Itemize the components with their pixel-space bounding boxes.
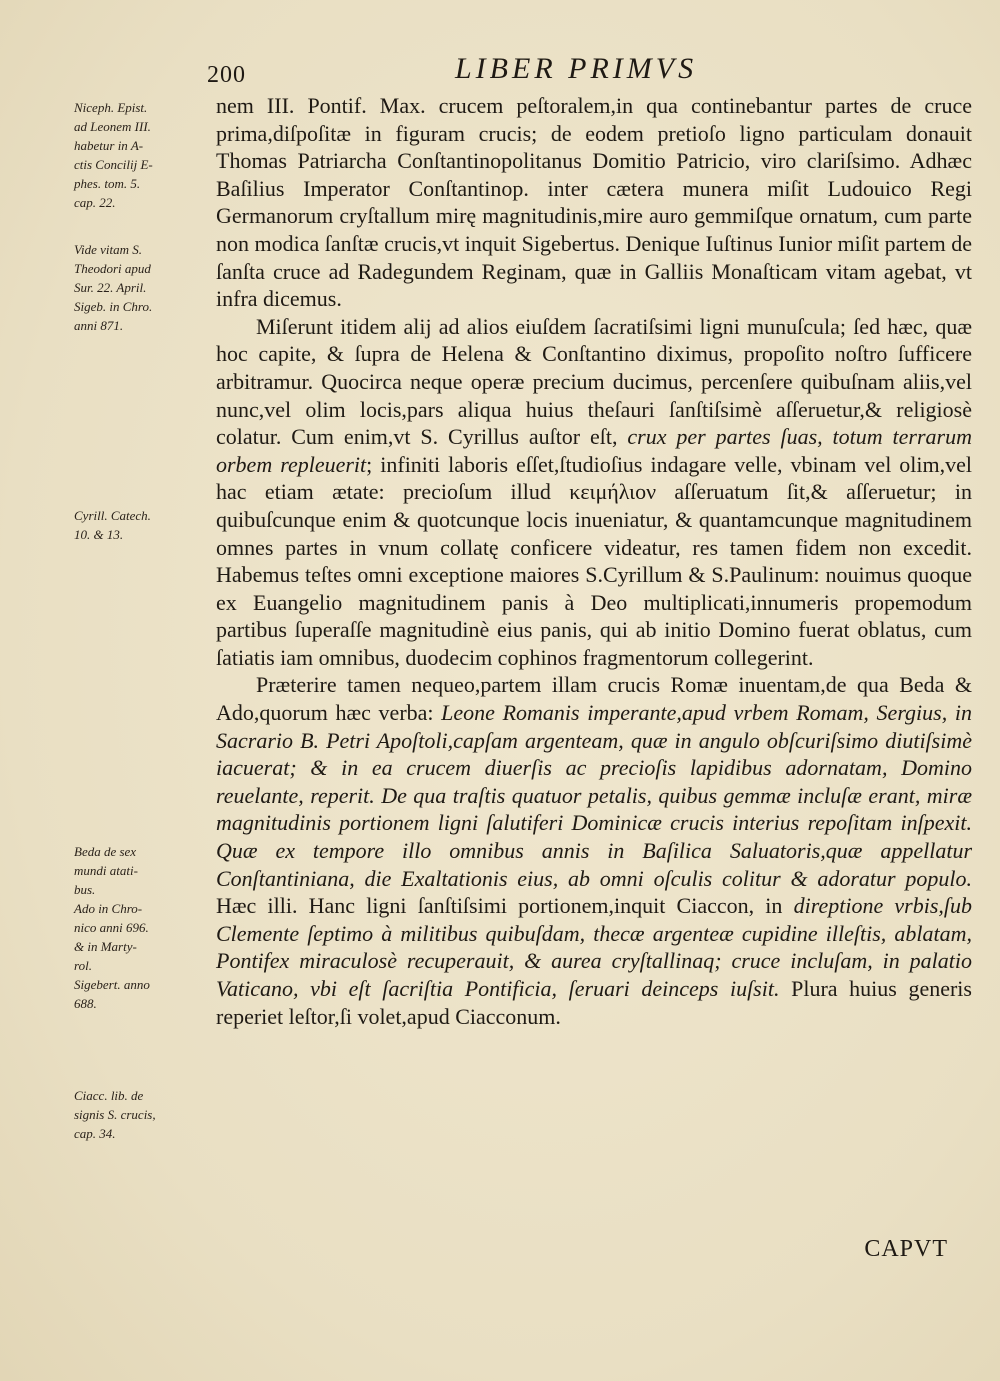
- margin-note-line: 10. & 13.: [74, 527, 124, 542]
- margin-note-line: bus.: [74, 882, 96, 897]
- margin-note-line: nico anni 696.: [74, 920, 149, 935]
- margin-note-line: cap. 34.: [74, 1126, 116, 1141]
- margin-note-line: Sigebert. anno: [74, 977, 150, 992]
- margin-note-line: Ado in Chro-: [74, 901, 143, 916]
- margin-note-ciacc: [74, 1086, 216, 1143]
- margin-note-beda: [74, 842, 216, 1013]
- margin-note-line: cap. 22.: [74, 195, 116, 210]
- margin-note-line: Vide vitam S.: [74, 242, 142, 257]
- margin-note-theodori: [74, 240, 216, 335]
- margin-note-line: Beda de sex: [74, 844, 137, 859]
- text-run: ; infiniti laboris eſſet,ſtudioſius indagare velle, vbinam vel olim,vel hac etiam ætate: precioſum illud κειμήλιον aſſeruatum ſit,& aſſeruetur; in quibuſcunque enim & quotcunque locis inueniatur, & quantamcunque magnitudinem omnes partes in vnum collatę conficere videatur, res tamen fidem non excedit. Habemus teſtes omni exceptione maiores S.Cyrillum & S.Paulinum: nouimus quoque ex Euangelio magnitudinem panis à Deo multiplicati,innumeris propemodum partibus ſuperaſſe magnitudinè eius panis, qui ab initio Domino fuerat oblatus, cum ſatiatis iam omnibus, duodecim cophinos fragmentorum collegerint.: [216, 451, 973, 670]
- margin-note-line: ad Leonem III.: [74, 119, 151, 134]
- running-title: LIBER PRIMVS: [455, 52, 698, 85]
- margin-note-line: ctis Concilij E-: [74, 157, 153, 172]
- margin-note-line: rol.: [74, 958, 92, 973]
- text-run: Hæc illi. Hanc ligni ſanſtiſsimi portionem,inquit Ciaccon, in: [216, 893, 794, 919]
- margin-note-line: mundi atati-: [74, 863, 138, 878]
- margin-note-line: phes. tom. 5.: [74, 176, 141, 191]
- main-text: [216, 92, 972, 1030]
- page-header: [0, 52, 1000, 92]
- text-run-italic: Leone Romanis imperante,apud vrbem Romam, Sergius, in Sacrario B. Petri Apoſtoli,capſam argenteam, quæ in angulo obſcuriſsimo diutiſsimè iacuerat; & in ea crucem diuerſis ac precioſis lapidibus adornatam, Domino reuelante, reperit. De qua traſtis quatuor petalis, quibus gemmæ incluſæ erant, miræ magnitudinis portionem ligni ſalutiferi Dominicæ crucis interius repoſitam inſpexit. Quæ ex tempore illo omnibus annis in Baſilica Saluatoris,quæ appellatur Conſtantiniana, die Exaltationis eius, ab omni oſculis colitur & adoratur populo.: [216, 700, 972, 891]
- text-run: Miſerunt itidem alij ad alios eiuſdem ſacratiſsimi ligni munuſcula; ſed hæc, quæ hoc capite, & ſupra de Helena & Conſtantino diximus, propoſito noſtro ſufficere arbitramur. Quocirca neque operæ precium ducimus, percenſere quibuſnam aliis,vel nunc,vel olim locis,pars aliqua huius theſauri ſanſtiſsimè aſſeruetur,& religiosè colatur. Cum enim,vt S. Cyrillus auſtor eſt,: [216, 313, 972, 450]
- margin-note-line: Sur. 22. April.: [74, 280, 147, 295]
- paragraph-3: [216, 671, 972, 1030]
- text-run: Plura huius generis reperiet leſtor,ſi volet,apud Ciacconum.: [216, 976, 972, 1029]
- text-run: nem III. Pontif. Max. crucem peſtoralem,in qua continebantur partes de cruce prima,diſpoſitæ in figuram crucis; de eodem pretioſo ligno particulam donauit Thomas Patriarcha Conſtantinopolitanus Domitio Patricio, viro clariſsimo. Adhæc Baſilius Imperator Conſtantinop. inter cætera munera miſit Ludouico Regi Germanorum cryſtallum mirę magnitudinis,mire auro gemmiſque ornatum, cum parte non modica ſanſtæ crucis,vt inquit Sigebertus. Denique Iuſtinus Iunior miſit partem de ſanſta cruce ad Radegundem Reginam, quæ in Galliis Monaſticam vitam agebat, vt infra dicemus.: [216, 93, 972, 312]
- margin-note-cyrill: [74, 506, 216, 544]
- text-run-italic: direptione vrbis,ſub Clemente ſeptimo à militibus quibuſdam, thecæ argenteæ cupidine illeſtis, ablatam, Pontifex miraculosè recuperauit, & aurea cryſtallinaq; cruce incluſam, in palatio Vaticano, vbi eſt ſacriſtia Pontificia, ſeruari deinceps iuſsit.: [216, 893, 972, 1001]
- margin-note-line: habetur in A-: [74, 138, 144, 153]
- margin-note-line: Cyrill. Catech.: [74, 508, 151, 523]
- margin-note-niceph: [74, 98, 216, 212]
- text-run: Præterire tamen nequeo,partem illam crucis Romæ inuentam,de qua Beda & Ado,quorum hæc verba:: [216, 672, 972, 726]
- margin-note-line: signis S. crucis,: [74, 1107, 156, 1122]
- margin-note-line: & in Marty-: [74, 939, 137, 954]
- text-run-italic: crux per partes ſuas, totum terrarum orbem repleuerit: [216, 424, 972, 477]
- margin-note-line: Niceph. Epist.: [74, 100, 148, 115]
- margin-note-line: Theodori apud: [74, 261, 151, 276]
- margin-note-line: Ciacc. lib. de: [74, 1088, 144, 1103]
- catchword: CAPVT: [864, 1236, 948, 1262]
- paragraph-1: [216, 92, 972, 313]
- margin-note-line: anni 871.: [74, 318, 124, 333]
- margin-note-line: 688.: [74, 996, 97, 1011]
- margin-note-line: Sigeb. in Chro.: [74, 299, 153, 314]
- paragraph-2: [216, 313, 972, 672]
- page-number: 200: [207, 62, 246, 88]
